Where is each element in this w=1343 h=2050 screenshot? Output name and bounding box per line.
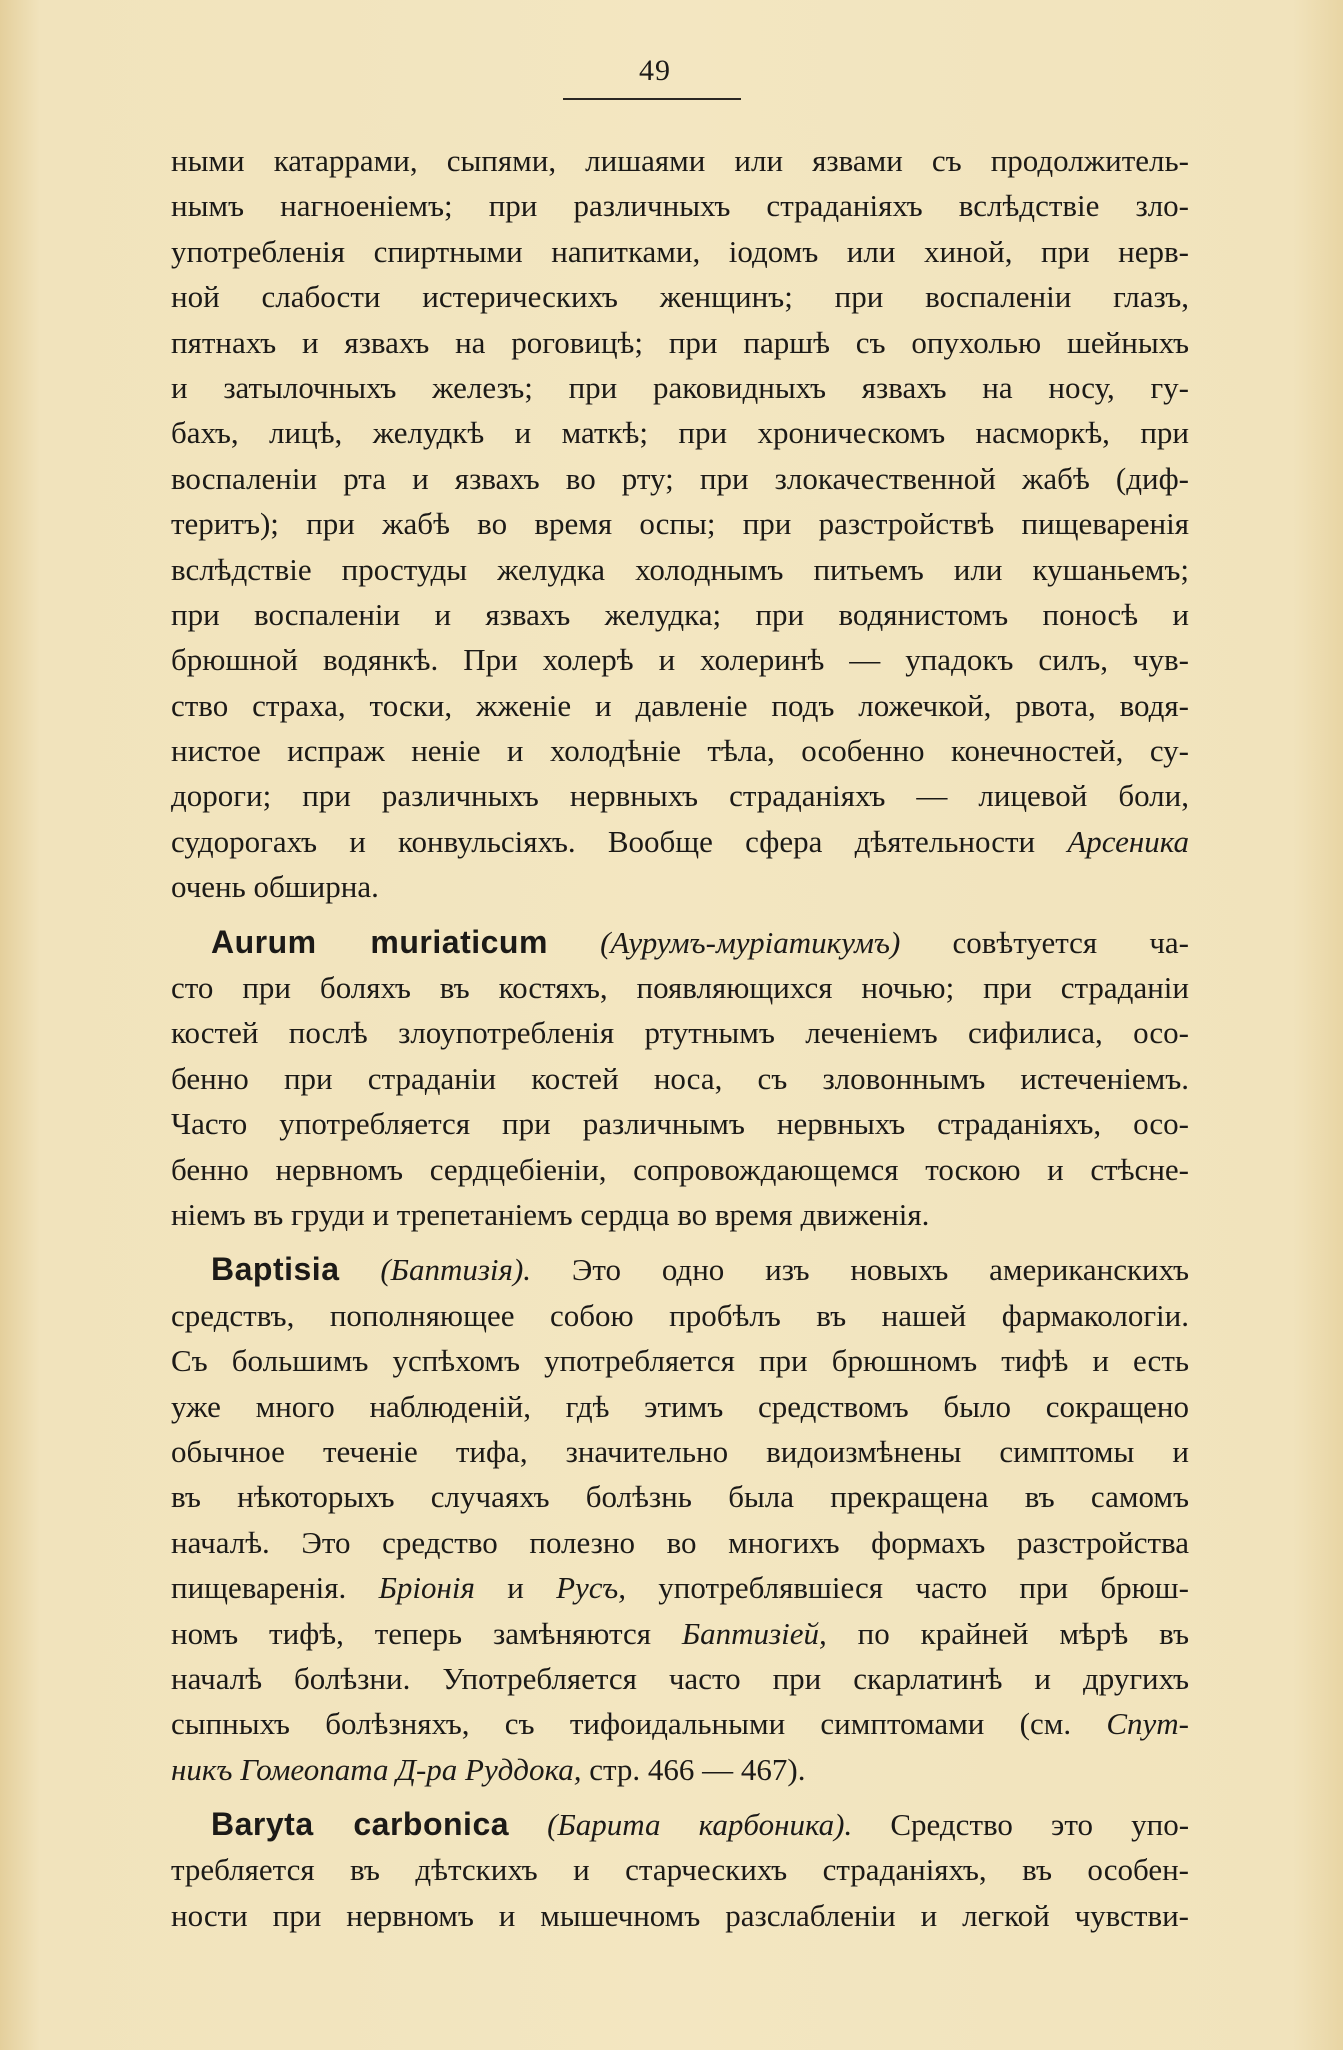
text-line: ство страха, тоски, жженіе и давленіе подъ ложечкой, рвота, водя- (171, 687, 1189, 723)
text-line (171, 1611, 1189, 1656)
text-line: Часто употребляется при различнымъ нервныхъ страданіяхъ, осо- (171, 1106, 1189, 1142)
entry-heading: Baryta carbonica (211, 1806, 510, 1843)
body-text (171, 138, 1189, 1938)
text-line: ной слабости истерическихъ женщинъ; при воспаленіи глазъ, (171, 279, 1189, 315)
text-line: при воспаленіи и язвахъ желудка; при водянистомъ поносѣ и (171, 596, 1189, 632)
text-line: уже много наблюденій, гдѣ этимъ средствомъ было сокращено (171, 1388, 1189, 1424)
italic-term: Бріонія (378, 1570, 475, 1606)
text-line (171, 1747, 1189, 1792)
text-line (171, 1565, 1189, 1610)
entry-heading-translation: (Баптизія). (380, 1252, 532, 1288)
entry-heading-line (171, 1247, 1189, 1292)
text-line: и затылочныхъ железъ; при раковидныхъ язвахъ на носу, гу- (171, 369, 1189, 405)
text-span: совѣтуется ча- (900, 924, 1189, 960)
text-span: пищеваренія. (171, 1570, 379, 1606)
text-line: очень обширна. (171, 869, 379, 905)
text-line: ными катаррами, сыпями, лишаями или язвами съ продолжитель- (171, 143, 1189, 178)
text-span: стр. 466 — 467). (581, 1751, 806, 1787)
italic-term: Баптизіей, (681, 1615, 827, 1651)
text-line: костей послѣ злоупотребленія ртутнымъ леченіемъ сифилиса, осо- (171, 1015, 1189, 1051)
page-number-rule (563, 98, 741, 100)
entry-heading-translation: (Аурумъ-муріатикумъ) (600, 924, 901, 960)
text-line: ніемъ въ груди и трепетаніемъ сердца во время движенія. (171, 1196, 930, 1232)
italic-term: никъ Гомеопата Д-ра Руддока, (171, 1751, 582, 1787)
text-span: и (474, 1570, 557, 1606)
text-line: дороги; при различныхъ нервныхъ страданіяхъ — лицевой боли, (171, 778, 1189, 814)
text-span: Средство это упо- (852, 1807, 1190, 1843)
text-line: началѣ. Это средство полезно во многихъ формахъ разстройства (171, 1524, 1189, 1560)
text-line: требляется въ дѣтскихъ и старческихъ страданіяхъ, въ особен- (171, 1852, 1189, 1888)
entry-heading-translation: (Барита карбоника). (547, 1807, 853, 1843)
text-span: Это одно изъ новыхъ американскихъ (531, 1252, 1190, 1288)
text-span: по крайней мѣрѣ въ (826, 1615, 1189, 1651)
text-line: средствъ, пополняющее собою пробѣлъ въ нашей фармакологіи. (171, 1297, 1189, 1333)
text-line: бенно нервномъ сердцебіеніи, сопровождающемся тоскою и стѣсне- (171, 1151, 1189, 1187)
text-span: номъ тифѣ, теперь замѣняются (171, 1615, 682, 1651)
text-line (171, 819, 1189, 864)
text-line: въ нѣкоторыхъ случаяхъ болѣзнь была прекращена въ самомъ (171, 1479, 1189, 1515)
text-line: нымъ нагноеніемъ; при различныхъ страданіяхъ вслѣдствіе зло- (171, 188, 1189, 224)
text-line: началѣ болѣзни. Употребляется часто при скарлатинѣ и другихъ (171, 1660, 1189, 1696)
text-line: Съ большимъ успѣхомъ употребляется при брюшномъ тифѣ и есть (171, 1343, 1189, 1379)
text-line (171, 1701, 1189, 1746)
text-span: употреблявшіеся часто при брюш- (625, 1570, 1189, 1606)
text-span: сыпныхъ болѣзняхъ, съ тифоидальными симптомами (см. (171, 1706, 1107, 1742)
entry-heading-line (171, 920, 1189, 965)
text-line: вслѣдствіе простуды желудка холоднымъ питьемъ или кушаньемъ; (171, 551, 1189, 587)
text-line: употребленія спиртными напитками, іодомъ или хиной, при нерв- (171, 233, 1189, 269)
entry-heading-line (171, 1802, 1189, 1847)
entry-heading: Baptisia (211, 1251, 340, 1288)
text-line: воспаленіи рта и язвахъ во рту; при злокачественной жабѣ (диф- (171, 460, 1189, 496)
text-line: теритъ); при жабѣ во время оспы; при разстройствѣ пищеваренія (171, 506, 1189, 542)
italic-term: Русъ, (556, 1570, 626, 1606)
entry-heading: Aurum muriaticum (211, 923, 548, 960)
text-line: бенно при страданіи костей носа, съ зловоннымъ истеченіемъ. (171, 1060, 1189, 1096)
text-line: нистое испраж неніе и холодѣніе тѣла, особенно конечностей, су- (171, 733, 1189, 769)
text-line: брюшной водянкѣ. При холерѣ и холеринѣ — упадокъ силъ, чув- (171, 642, 1189, 678)
text-span: судорогахъ и конвульсіяхъ. Вообще сфера дѣятельности (171, 823, 1068, 859)
page-number: 49 (639, 54, 671, 87)
text-line: пятнахъ и язвахъ на роговицѣ; при паршѣ съ опухолью шейныхъ (171, 324, 1189, 360)
italic-term: Спут- (1106, 1706, 1189, 1742)
italic-term: Арсеника (1067, 823, 1189, 859)
text-line: ности при нервномъ и мышечномъ разслабленіи и легкой чувстви- (171, 1897, 1189, 1933)
text-line: обычное теченіе тифа, значительно видоизмѣнены симптомы и (171, 1433, 1189, 1469)
text-line: бахъ, лицѣ, желудкѣ и маткѣ; при хроническомъ насморкѣ, при (171, 415, 1189, 451)
text-line: сто при боляхъ въ костяхъ, появляющихся ночью; при страданіи (171, 970, 1189, 1006)
